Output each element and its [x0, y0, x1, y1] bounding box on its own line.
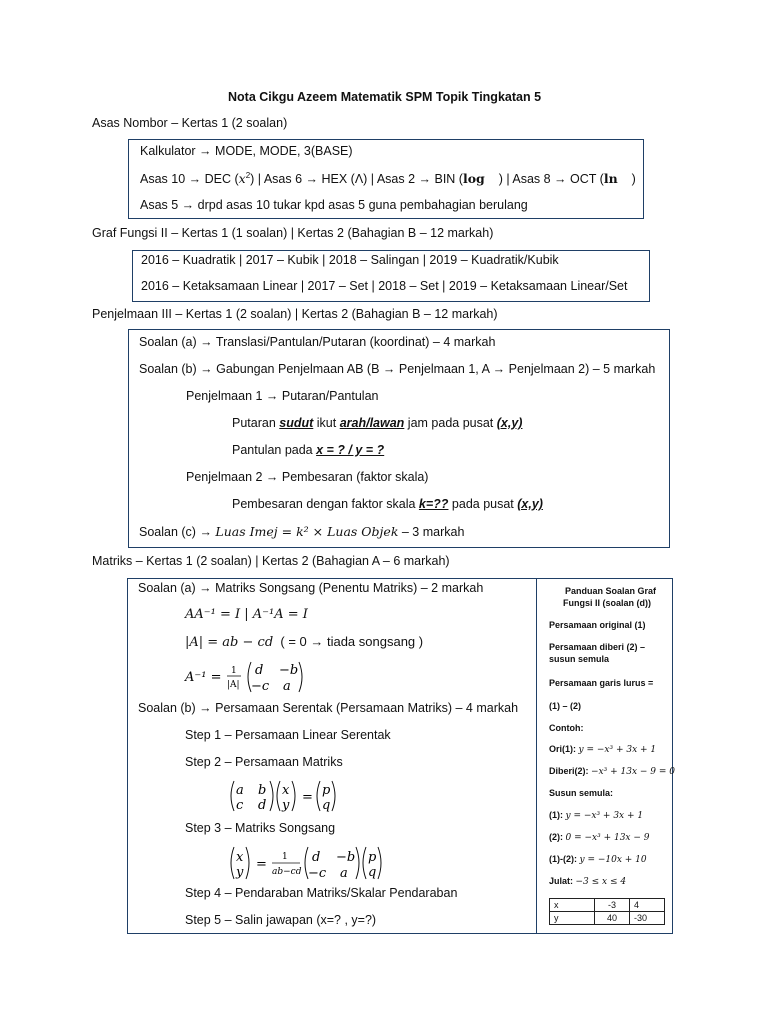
asas-line-3: Asas 5 → drpd asas 10 tukar kpd asas 5 guna pembahagian berulang — [140, 198, 528, 212]
meq-y: y — [282, 798, 290, 813]
sol-m12: −b — [336, 850, 356, 865]
meq-c: c — [236, 798, 244, 813]
panduan-s3: (1)-(2): y = −10x + 10 — [549, 854, 647, 865]
panduan-line-2b: susun semula — [549, 654, 610, 664]
meq-q: q — [322, 798, 331, 813]
penjelmaan-2: Penjelmaan 2 → Pembesaran (faktor skala) — [186, 470, 429, 484]
table-cell: -3 — [595, 899, 630, 912]
inverse-identity-eq: AA⁻¹ = I | A⁻¹A = I — [185, 607, 308, 622]
page-title: Nota Cikgu Azeem Matematik SPM Topik Tingkatan 5 — [228, 90, 542, 104]
meq-p: p — [322, 783, 331, 798]
asas-nombor-box — [128, 139, 644, 219]
penjelmaan-soalan-c: Soalan (c) → Luas Imej = k² × Luas Objek – 3 markah — [139, 524, 465, 539]
penjelmaan-soalan-b: Soalan (b) → Gabungan Penjelmaan AB (B → Penjelmaan 1, A → Penjelmaan 2) – 5 markah — [139, 362, 656, 376]
meq-a: a — [236, 783, 244, 798]
panduan-ori: Ori(1): y = −x³ + 3x + 1 — [549, 744, 657, 755]
sol-p: p — [368, 850, 377, 865]
step-2: Step 2 – Persamaan Matriks — [185, 755, 343, 769]
graf-fungsi-box — [132, 250, 650, 302]
sol-equals: = — [256, 857, 267, 872]
step-4: Step 4 – Pendaraban Matriks/Skalar Pendaraban — [185, 886, 458, 900]
pembesaran-line: Pembesaran dengan faktor skala k=?? pada pusat (x,y) — [232, 497, 543, 511]
panduan-susun: Susun semula: — [549, 788, 614, 798]
panduan-panel — [536, 578, 676, 933]
inv-m12: −b — [279, 663, 299, 678]
table-cell: x — [550, 899, 595, 912]
graf-line-2: 2016 – Ketaksamaan Linear | 2017 – Set | 2018 – Set | 2019 – Ketaksamaan Linear/Set — [141, 279, 628, 293]
section-heading-asas-nombor: Asas Nombor – Kertas 1 (2 soalan) — [92, 116, 288, 130]
putaran-line: Putaran sudut ikut arah/lawan jam pada pusat (x,y) — [232, 416, 523, 430]
contoh-table — [549, 898, 665, 925]
sol-m21: −c — [308, 866, 327, 881]
table-cell: y — [550, 912, 595, 925]
sol-q: q — [368, 865, 377, 880]
determinant-eq: |A| = ab − cd ( = 0 → tiada songsang ) — [185, 634, 424, 650]
inv-m11: d — [255, 663, 264, 678]
matriks-box — [127, 578, 676, 934]
section-heading-graf-fungsi: Graf Fungsi II – Kertas 1 (1 soalan) | Kertas 2 (Bahagian B – 12 markah) — [92, 226, 494, 240]
inverse-lhs: A⁻¹ = — [185, 670, 222, 685]
panduan-title-2: Fungsi II (soalan (d)) — [563, 598, 651, 608]
step-1: Step 1 – Persamaan Linear Serentak — [185, 728, 391, 742]
table-cell: -30 — [630, 912, 665, 925]
penjelmaan-1: Penjelmaan 1 → Putaran/Pantulan — [186, 389, 379, 403]
panduan-contoh: Contoh: — [549, 723, 584, 733]
panduan-julat: Julat: −3 ≤ x ≤ 4 — [549, 876, 627, 887]
panduan-line-2a: Persamaan diberi (2) – — [549, 642, 646, 652]
sol-x: x — [236, 850, 244, 865]
inv-m21: −c — [251, 679, 270, 694]
asas-line-2: Asas 10 → DEC $(x^2)$ | Asas 6 → HEX (Λ) | Asas 2 → BIN (log ) | Asas 8 → OCT (ln ) — [140, 171, 636, 187]
matriks-soalan-a: Soalan (a) → Matriks Songsang (Penentu Matriks) – 2 markah — [138, 581, 484, 595]
asas-line-1: Kalkulator → MODE, MODE, 3(BASE) — [140, 144, 353, 158]
table-row — [550, 899, 665, 912]
sol-m11: d — [312, 850, 321, 865]
sol-frac-num: 1 — [282, 852, 288, 862]
inv-frac-den: |A| — [227, 680, 240, 690]
sol-m22: a — [340, 866, 348, 881]
panduan-line-4: (1) – (2) — [549, 701, 582, 711]
pantulan-line: Pantulan pada x = ? / y = ? — [232, 443, 385, 457]
step-5: Step 5 – Salin jawapan (x=? , y=?) — [185, 913, 377, 927]
meq-equals: = — [302, 790, 313, 805]
panduan-diberi: Diberi(2): −x³ + 13x − 9 = 0 — [549, 766, 676, 777]
section-heading-matriks: Matriks – Kertas 1 (2 soalan) | Kertas 2 (Bahagian A – 6 markah) — [92, 554, 450, 568]
inv-frac-num: 1 — [231, 666, 237, 676]
inverse-solution — [228, 844, 418, 884]
graf-line-1: 2016 – Kuadratik | 2017 – Kubik | 2018 – Salingan | 2019 – Kuadratik/Kubik — [141, 253, 559, 267]
matriks-soalan-b: Soalan (b) → Persamaan Serentak (Persamaan Matriks) – 4 markah — [138, 701, 519, 715]
sol-frac-den: ab−cd — [272, 867, 302, 877]
meq-b: b — [258, 783, 267, 798]
meq-d: d — [258, 798, 267, 813]
table-cell: 40 — [595, 912, 630, 925]
inv-m22: a — [283, 679, 291, 694]
inverse-formula — [183, 657, 323, 697]
penjelmaan-soalan-a: Soalan (a) → Translasi/Pantulan/Putaran (koordinat) – 4 markah — [139, 335, 496, 349]
step-3: Step 3 – Matriks Songsang — [185, 821, 336, 835]
panduan-line-1: Persamaan original (1) — [549, 620, 646, 630]
table-cell: 4 — [630, 899, 665, 912]
panduan-s1: (1): y = −x³ + 3x + 1 — [549, 810, 644, 821]
meq-x: x — [282, 783, 290, 798]
matrix-equation — [228, 778, 358, 816]
panduan-title-1: Panduan Soalan Graf — [565, 586, 657, 596]
penjelmaan-box — [128, 329, 670, 548]
section-heading-penjelmaan: Penjelmaan III – Kertas 1 (2 soalan) | Kertas 2 (Bahagian B – 12 markah) — [92, 307, 498, 321]
table-row — [550, 912, 665, 925]
sol-y: y — [236, 865, 244, 880]
panduan-line-3: Persamaan garis lurus = — [549, 678, 654, 688]
panduan-s2: (2): 0 = −x³ + 13x − 9 — [549, 832, 650, 843]
